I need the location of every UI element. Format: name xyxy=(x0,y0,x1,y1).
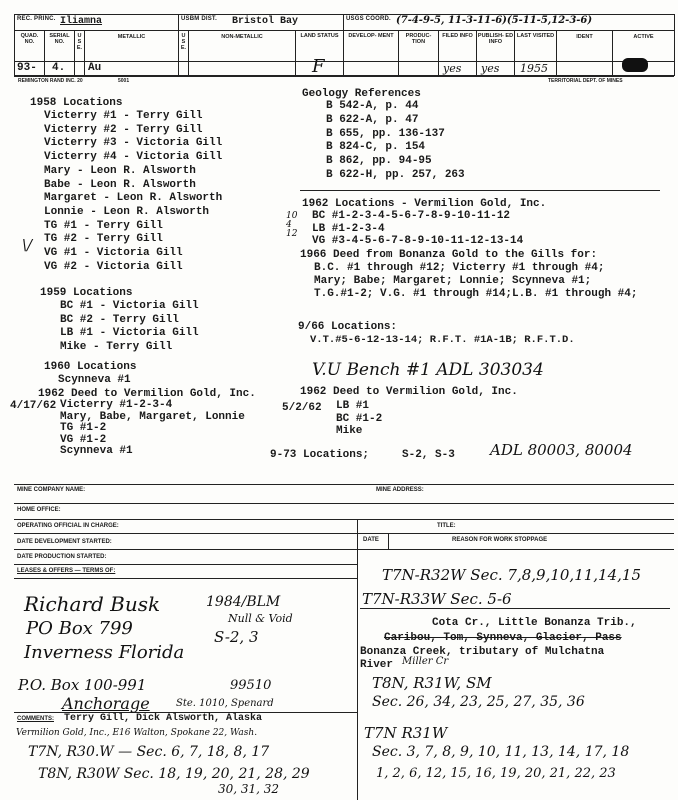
rec-princ-label: REC. PRINC. xyxy=(17,16,56,22)
dev-started-label: DATE DEVELOPMENT STARTED: xyxy=(17,539,112,545)
hand-miller-creek: Miller Cr xyxy=(402,656,449,667)
list-item: VG #1-2 xyxy=(60,433,107,446)
list-item: Lonnie - Leon R. Alsworth xyxy=(44,205,210,218)
list-item: LB #1 xyxy=(336,400,370,412)
col-ident: IDENT xyxy=(576,34,593,40)
geology-refs-list xyxy=(326,100,465,183)
col-last-visited: LAST VISITED xyxy=(516,33,555,39)
territorial-dept: TERRITORIAL DEPT. OF MINES xyxy=(548,78,623,84)
list-item: Victerry #3 - Victoria Gill xyxy=(44,137,223,150)
comments-handwritten: Vermilion Gold, Inc., E16 Walton, Spokane 22, Wash. xyxy=(16,728,258,738)
usgs-coord-label: USGS COORD. xyxy=(346,16,391,22)
heading-9-66: 9/66 Locations: xyxy=(298,321,398,333)
deed-1962-date: 4/17/62 xyxy=(10,400,57,412)
deed-1962-vermilion-date: 5/2/62 xyxy=(282,402,322,414)
filed-info-value: yes xyxy=(443,62,462,75)
home-office-label: HOME OFFICE: xyxy=(17,507,61,513)
list-item: B 655, pp. 136-137 xyxy=(326,127,445,140)
ink-blot xyxy=(622,58,648,72)
quad-number: 93- xyxy=(17,62,37,74)
hand-sec-r31w: Sec. 26, 34, 23, 25, 27, 35, 36 xyxy=(372,694,585,710)
hand-po-box-2: P.O. Box 100-991 xyxy=(18,676,147,694)
published-info-value: yes xyxy=(481,62,500,75)
col-metallic: METALLIC xyxy=(117,34,146,40)
heading-1962: 1962 Locations - Vermilion Gold, Inc. xyxy=(302,198,547,210)
hand-suite: Ste. 1010, Spenard xyxy=(176,698,274,709)
list-item: LB #1-2-3-4 xyxy=(312,222,385,235)
geology-heading: Geology References xyxy=(302,88,421,100)
list-item: BC #1-2 xyxy=(336,412,383,425)
locations-9-73-label: 9-73 Locations; xyxy=(270,449,370,461)
col-active: ACTIVE xyxy=(633,34,654,40)
col-published-info: PUBLISH- ED INFO xyxy=(477,33,514,45)
deed-1962-list xyxy=(60,400,245,458)
hand-t8n-r30w-cont: 30, 31, 32 xyxy=(218,782,280,796)
col-filed-info: FILED INFO xyxy=(442,33,473,39)
col-nonmetallic: NON-METALLIC xyxy=(221,34,263,40)
hand-t7n-r33w: T7N-R33W Sec. 5-6 xyxy=(362,590,512,608)
list-item: Victerry #4 - Victoria Gill xyxy=(44,151,223,164)
hand-null-void: Null & Void xyxy=(228,612,293,625)
hand-t8n-r30w: T8N, R30W Sec. 18, 19, 20, 21, 28, 29 xyxy=(38,766,310,782)
list-item: TG #1 - Terry Gill xyxy=(44,219,163,232)
last-visited-value: 1955 xyxy=(520,62,548,75)
list-item: Mary; Babe; Margaret; Lonnie; Scynneva #1; xyxy=(314,275,592,287)
printer-note: REMINGTON RAND INC. 20 xyxy=(18,78,83,84)
list-item: 1966 Deed from Bonanza Gold to the Gills for: xyxy=(300,249,598,261)
margin-checkmark: \/ xyxy=(22,236,33,254)
col-use-nonmetallic: U S E. xyxy=(180,33,187,51)
typed-creeks: Cota Cr., Little Bonanza Trib., xyxy=(432,617,637,629)
heading-1958: 1958 Locations xyxy=(30,97,123,109)
list-item: B 622-A, p. 47 xyxy=(326,113,419,126)
hand-name: Richard Busk xyxy=(24,592,161,616)
list-item: B 542-A, p. 44 xyxy=(326,100,419,112)
printer-code: 5001 xyxy=(118,78,130,84)
leases-offers-label: LEASES & OFFERS — TERMS OF: xyxy=(17,568,116,574)
locations-1962-list xyxy=(312,210,523,248)
title-label: TITLE: xyxy=(437,523,456,529)
list-item: BC #1-2-3-4-5-6-7-8-9-10-11-12 xyxy=(312,210,511,222)
locations-9-73-values: S-2, S-3 xyxy=(402,449,455,461)
heading-1960: 1960 Locations xyxy=(44,361,137,373)
list-item: T.G.#1-2; V.G. #1 through #14;L.B. #1 through #4; xyxy=(314,288,638,300)
hand-city: Inverness Florida xyxy=(24,642,185,663)
locations-9-66: V.T.#5-6-12-13-14; R.F.T. #1A-1B; R.F.T.D. xyxy=(310,334,575,346)
deed-1966-block xyxy=(300,249,637,301)
hand-s-2-3: S-2, 3 xyxy=(214,628,259,646)
list-item: B 862, pp. 94-95 xyxy=(326,155,432,168)
handwritten-adl-303034: V.U Bench #1 ADL 303034 xyxy=(312,360,544,380)
list-item: Scynneva #1 xyxy=(60,445,133,457)
hand-zip: 99510 xyxy=(230,678,272,693)
mine-address-label: MINE ADDRESS: xyxy=(376,487,424,493)
list-item: Mary, Babe, Margaret, Lonnie xyxy=(60,410,245,423)
col-serial-no: SERIAL NO. xyxy=(49,33,70,45)
comments-label: COMMENTS: xyxy=(17,716,54,722)
land-status-value: F xyxy=(312,56,325,77)
serial-number: 4. xyxy=(52,62,66,74)
list-item: Mary - Leon R. Alsworth xyxy=(44,164,196,177)
list-item: Babe - Leon R. Alsworth xyxy=(44,178,196,191)
col-production: PRODUC- TION xyxy=(405,33,432,45)
hand-sec-list-a: Sec. 3, 7, 8, 9, 10, 11, 13, 14, 17, 18 xyxy=(372,744,630,760)
typed-bonanza-creek: Bonanza Creek, tributary of Mulchatna xyxy=(360,646,605,658)
date-column-label: DATE xyxy=(363,537,379,543)
comments-typed: Terry Gill, Dick Alsworth, Alaska xyxy=(64,713,263,724)
list-item: Mike xyxy=(336,425,363,437)
list-item: TG #1-2 xyxy=(60,422,107,434)
col-use-metallic: U S E. xyxy=(76,33,83,51)
deed-1962-vermilion-heading: 1962 Deed to Vermilion Gold, Inc. xyxy=(300,386,518,398)
heading-1959: 1959 Locations xyxy=(40,287,133,299)
typed-river: River xyxy=(360,659,394,671)
hand-t7n-r32w: T7N-R32W Sec. 7,8,9,10,11,14,15 xyxy=(382,566,641,584)
metallic-value: Au xyxy=(88,62,102,74)
col-land-status: LAND STATUS xyxy=(300,33,339,39)
list-item: B 622-H, pp. 257, 263 xyxy=(326,168,465,181)
list-item: TG #2 - Terry Gill xyxy=(44,233,163,246)
list-item: Margaret - Leon R. Alsworth xyxy=(44,192,223,205)
hand-t7n-r30w: T7N, R30.W — Sec. 6, 7, 18, 8, 17 xyxy=(28,744,270,760)
deed-1962-vermilion-list xyxy=(336,400,382,438)
locations-9-73-adl: ADL 80003, 80004 xyxy=(490,441,633,459)
list-item: VG #1 - Victoria Gill xyxy=(44,247,183,260)
margin-1962-counts: 10 4 12 xyxy=(286,211,298,239)
rec-princ-value: Iliamna xyxy=(60,16,103,27)
usbm-dist-value: Bristol Bay xyxy=(232,16,299,27)
list-item: Victerry #1 - Terry Gill xyxy=(44,110,203,122)
list-item: Victerry #1-2-3-4 xyxy=(60,399,173,411)
list-item: Mike - Terry Gill xyxy=(60,340,173,353)
typed-creeks-2: Caribou, Tom, Synneva, Glacier, Pass xyxy=(384,632,622,644)
list-item: VG #3-4-5-6-7-8-9-10-11-12-13-14 xyxy=(312,235,524,247)
list-item: B.C. #1 through #12; Victerry #1 through #4; xyxy=(314,262,605,274)
reason-stoppage-label: REASON FOR WORK STOPPAGE xyxy=(452,537,548,543)
locations-1959-list xyxy=(60,300,199,354)
hand-sec-list-b: 1, 2, 6, 12, 15, 16, 19, 20, 21, 22, 23 xyxy=(376,766,616,781)
list-item: VG #2 - Victoria Gill xyxy=(44,260,183,273)
location-1960-item: Scynneva #1 xyxy=(58,374,131,386)
list-item: BC #1 - Victoria Gill xyxy=(60,300,199,312)
list-item: LB #1 - Victoria Gill xyxy=(60,327,199,339)
hand-t8n-r31w: T8N, R31W, SM xyxy=(372,674,492,692)
hand-anchorage: Anchorage xyxy=(62,694,150,713)
col-quad-no: QUAD. NO. xyxy=(20,33,39,45)
operating-official-label: OPERATING OFFICIAL IN CHARGE: xyxy=(17,523,119,529)
divider xyxy=(300,190,660,191)
mine-company-label: MINE COMPANY NAME: xyxy=(17,487,86,493)
hand-po-box: PO Box 799 xyxy=(26,618,133,639)
prod-started-label: DATE PRODUCTION STARTED: xyxy=(17,554,107,560)
deed-1962-heading: 1962 Deed to Vermilion Gold, Inc. xyxy=(38,388,256,400)
hand-t7n-r31w: T7N R31W xyxy=(364,724,448,742)
list-item: BC #2 - Terry Gill xyxy=(60,313,179,326)
usbm-dist-label: USBM DIST. xyxy=(181,16,218,22)
list-item: B 824-C, p. 154 xyxy=(326,141,426,154)
hand-1984-blm: 1984/BLM xyxy=(206,594,281,610)
col-development: DEVELOP- MENT xyxy=(348,33,394,39)
usgs-coord-value: (7-4-9-5, 11-3-11-6)(5-11-5,12-3-6) xyxy=(396,15,593,26)
list-item: Victerry #2 - Terry Gill xyxy=(44,123,203,136)
locations-1958-list xyxy=(44,110,222,274)
